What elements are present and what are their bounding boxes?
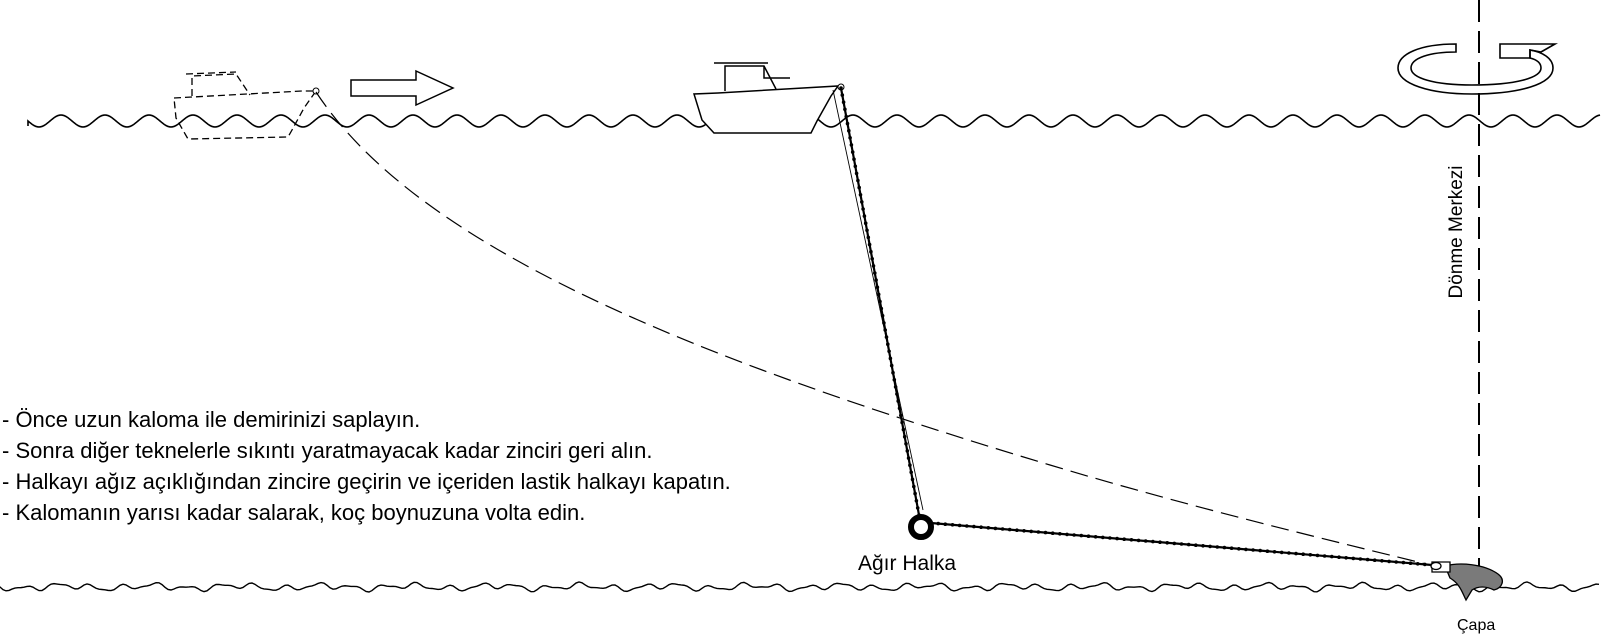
chain-link	[881, 314, 885, 318]
chain-link	[1344, 556, 1348, 560]
chain-link	[880, 307, 884, 311]
chain-link	[860, 200, 864, 204]
chain-link	[909, 471, 913, 475]
chain-link	[1387, 560, 1391, 564]
chain-link	[865, 229, 869, 233]
chain-link	[1058, 532, 1062, 536]
chain-link	[1144, 539, 1148, 543]
chain-links-lower	[929, 521, 1434, 567]
chain-link	[944, 522, 948, 526]
instructions-list	[2, 404, 731, 528]
boat-icon	[694, 63, 838, 133]
chain-link	[876, 286, 880, 290]
chain-link	[1122, 537, 1126, 541]
instruction-step-1: - Önce uzun kaloma ile demirinizi saplayın.	[2, 407, 421, 432]
direction-arrow-icon	[351, 71, 453, 105]
heavy-ring-label: Ağır Halka	[858, 552, 957, 575]
chain-link	[870, 257, 874, 261]
chain-link	[1416, 562, 1420, 566]
chain-link	[848, 136, 852, 140]
chain-link	[1251, 548, 1255, 552]
chain-link	[1258, 549, 1262, 553]
chain-link	[1366, 558, 1370, 562]
chain-link	[1380, 559, 1384, 563]
chain-link	[1015, 528, 1019, 532]
chain-link	[1130, 538, 1134, 542]
chain-link	[1137, 539, 1141, 543]
chain-link	[1101, 536, 1105, 540]
chain-link	[1394, 560, 1398, 564]
sea-bed-line	[0, 582, 1599, 592]
chain-link	[1301, 552, 1305, 556]
chain-link	[851, 150, 855, 154]
chain-link	[902, 428, 906, 432]
chain-link	[1280, 551, 1284, 555]
chain-link	[1008, 528, 1012, 532]
chain-link	[873, 271, 877, 275]
chain-link	[1065, 533, 1069, 537]
chain-link	[868, 243, 872, 247]
chain-link	[1359, 557, 1363, 561]
chain-link	[899, 414, 903, 418]
chain-link	[1165, 541, 1169, 545]
chain-link	[1294, 552, 1298, 556]
chain-link	[916, 506, 920, 510]
chain-link	[1173, 542, 1177, 546]
chain-link	[1037, 530, 1041, 534]
chain-link	[898, 407, 902, 411]
chain-link	[1001, 527, 1005, 531]
chain-link	[912, 485, 916, 489]
chain-link	[843, 108, 847, 112]
chain-link	[889, 357, 893, 361]
chain-link	[904, 442, 908, 446]
chain-link	[1309, 553, 1313, 557]
chain-link	[872, 264, 876, 268]
chain-link	[1201, 544, 1205, 548]
chain-link	[847, 129, 851, 133]
chain-link	[1087, 534, 1091, 538]
chain-link	[857, 186, 861, 190]
chain-link	[1273, 550, 1277, 554]
chain-link	[850, 143, 854, 147]
chain-link	[1194, 543, 1198, 547]
chain-link	[1051, 531, 1055, 535]
chain-link	[861, 207, 865, 211]
chain-link	[846, 122, 850, 126]
chain-link	[877, 293, 881, 297]
instruction-step-3: - Halkayı ağız açıklığından zincire geçirin ve içeriden lastik halkayı kapatın.	[2, 469, 731, 494]
anchor-icon	[1431, 562, 1502, 600]
chain-link	[855, 172, 859, 176]
chain-link	[1266, 549, 1270, 553]
chain-link	[908, 463, 912, 467]
chain-link	[903, 435, 907, 439]
chain-link	[1223, 546, 1227, 550]
chain-link	[900, 421, 904, 425]
chain-link	[886, 342, 890, 346]
chain-link	[885, 335, 889, 339]
chain-link	[856, 179, 860, 183]
chain-link	[906, 449, 910, 453]
anchor-label: Çapa	[1457, 617, 1496, 634]
ghost-boat-icon	[174, 72, 316, 139]
chain-link	[1330, 555, 1334, 559]
chain-link	[907, 456, 911, 460]
chain-link	[1323, 554, 1327, 558]
chain-link	[1287, 551, 1291, 555]
chain-link	[852, 157, 856, 161]
chain-link	[842, 100, 846, 104]
chain-link	[854, 165, 858, 169]
chain-link	[1180, 542, 1184, 546]
chain-link	[994, 527, 998, 531]
chain-link	[895, 392, 899, 396]
chain-link	[1373, 558, 1377, 562]
chain-link	[979, 525, 983, 529]
instruction-step-2: - Sonra diğer teknelerle sıkıntı yaratmayacak kadar zinciri geri alın.	[2, 438, 653, 463]
chain-link	[896, 399, 900, 403]
chain-link	[1216, 545, 1220, 549]
chain-link	[972, 525, 976, 529]
chain-link	[863, 214, 867, 218]
ghost-bow-point	[313, 88, 319, 94]
chain-link	[915, 499, 919, 503]
chain-link	[1151, 540, 1155, 544]
chain-link	[1237, 547, 1241, 551]
chain-link	[859, 193, 863, 197]
chain-link	[1072, 533, 1076, 537]
chain-link	[1230, 546, 1234, 550]
chain-link	[913, 492, 917, 496]
chain-link	[878, 300, 882, 304]
chain-link	[1316, 554, 1320, 558]
chain-link	[844, 115, 848, 119]
chain-link	[1244, 548, 1248, 552]
chain-link	[1108, 536, 1112, 540]
chain-link	[891, 371, 895, 375]
instruction-step-4: - Kalomanın yarısı kadar salarak, koç boynuzuna volta edin.	[2, 500, 586, 525]
rotation-arrow-icon	[1398, 44, 1555, 94]
chain-link	[882, 321, 886, 325]
chain-link	[958, 524, 962, 528]
chain-link	[1158, 540, 1162, 544]
chain-link	[987, 526, 991, 530]
chain-link	[1080, 534, 1084, 538]
chain-link	[1208, 545, 1212, 549]
chain-link	[869, 250, 873, 254]
heavy-ring-icon	[911, 517, 931, 537]
chain-link	[887, 350, 891, 354]
chain-link	[893, 378, 897, 382]
chain-link	[1352, 557, 1356, 561]
chain-link	[867, 236, 871, 240]
chain-link	[1402, 561, 1406, 565]
chain-link	[1044, 531, 1048, 535]
chain-link	[890, 364, 894, 368]
chain-link	[1337, 555, 1341, 559]
chain-link	[874, 278, 878, 282]
chain-link	[1029, 530, 1033, 534]
chain-link	[936, 522, 940, 526]
chain-link	[1115, 537, 1119, 541]
chain-link	[1187, 543, 1191, 547]
rotation-center-label: Dönme Merkezi	[1446, 165, 1467, 299]
chain-link	[951, 523, 955, 527]
chain-link	[841, 93, 845, 97]
chain-link	[965, 524, 969, 528]
chain-link	[1094, 535, 1098, 539]
chain-link	[1423, 563, 1427, 567]
chain-link	[864, 221, 868, 225]
chain-link	[1022, 529, 1026, 533]
chain-link	[883, 328, 887, 332]
chain-link	[1409, 561, 1413, 565]
chain-link	[894, 385, 898, 389]
thin-rode-line	[833, 90, 923, 510]
chain-link	[839, 86, 843, 90]
chain-link	[911, 478, 915, 482]
